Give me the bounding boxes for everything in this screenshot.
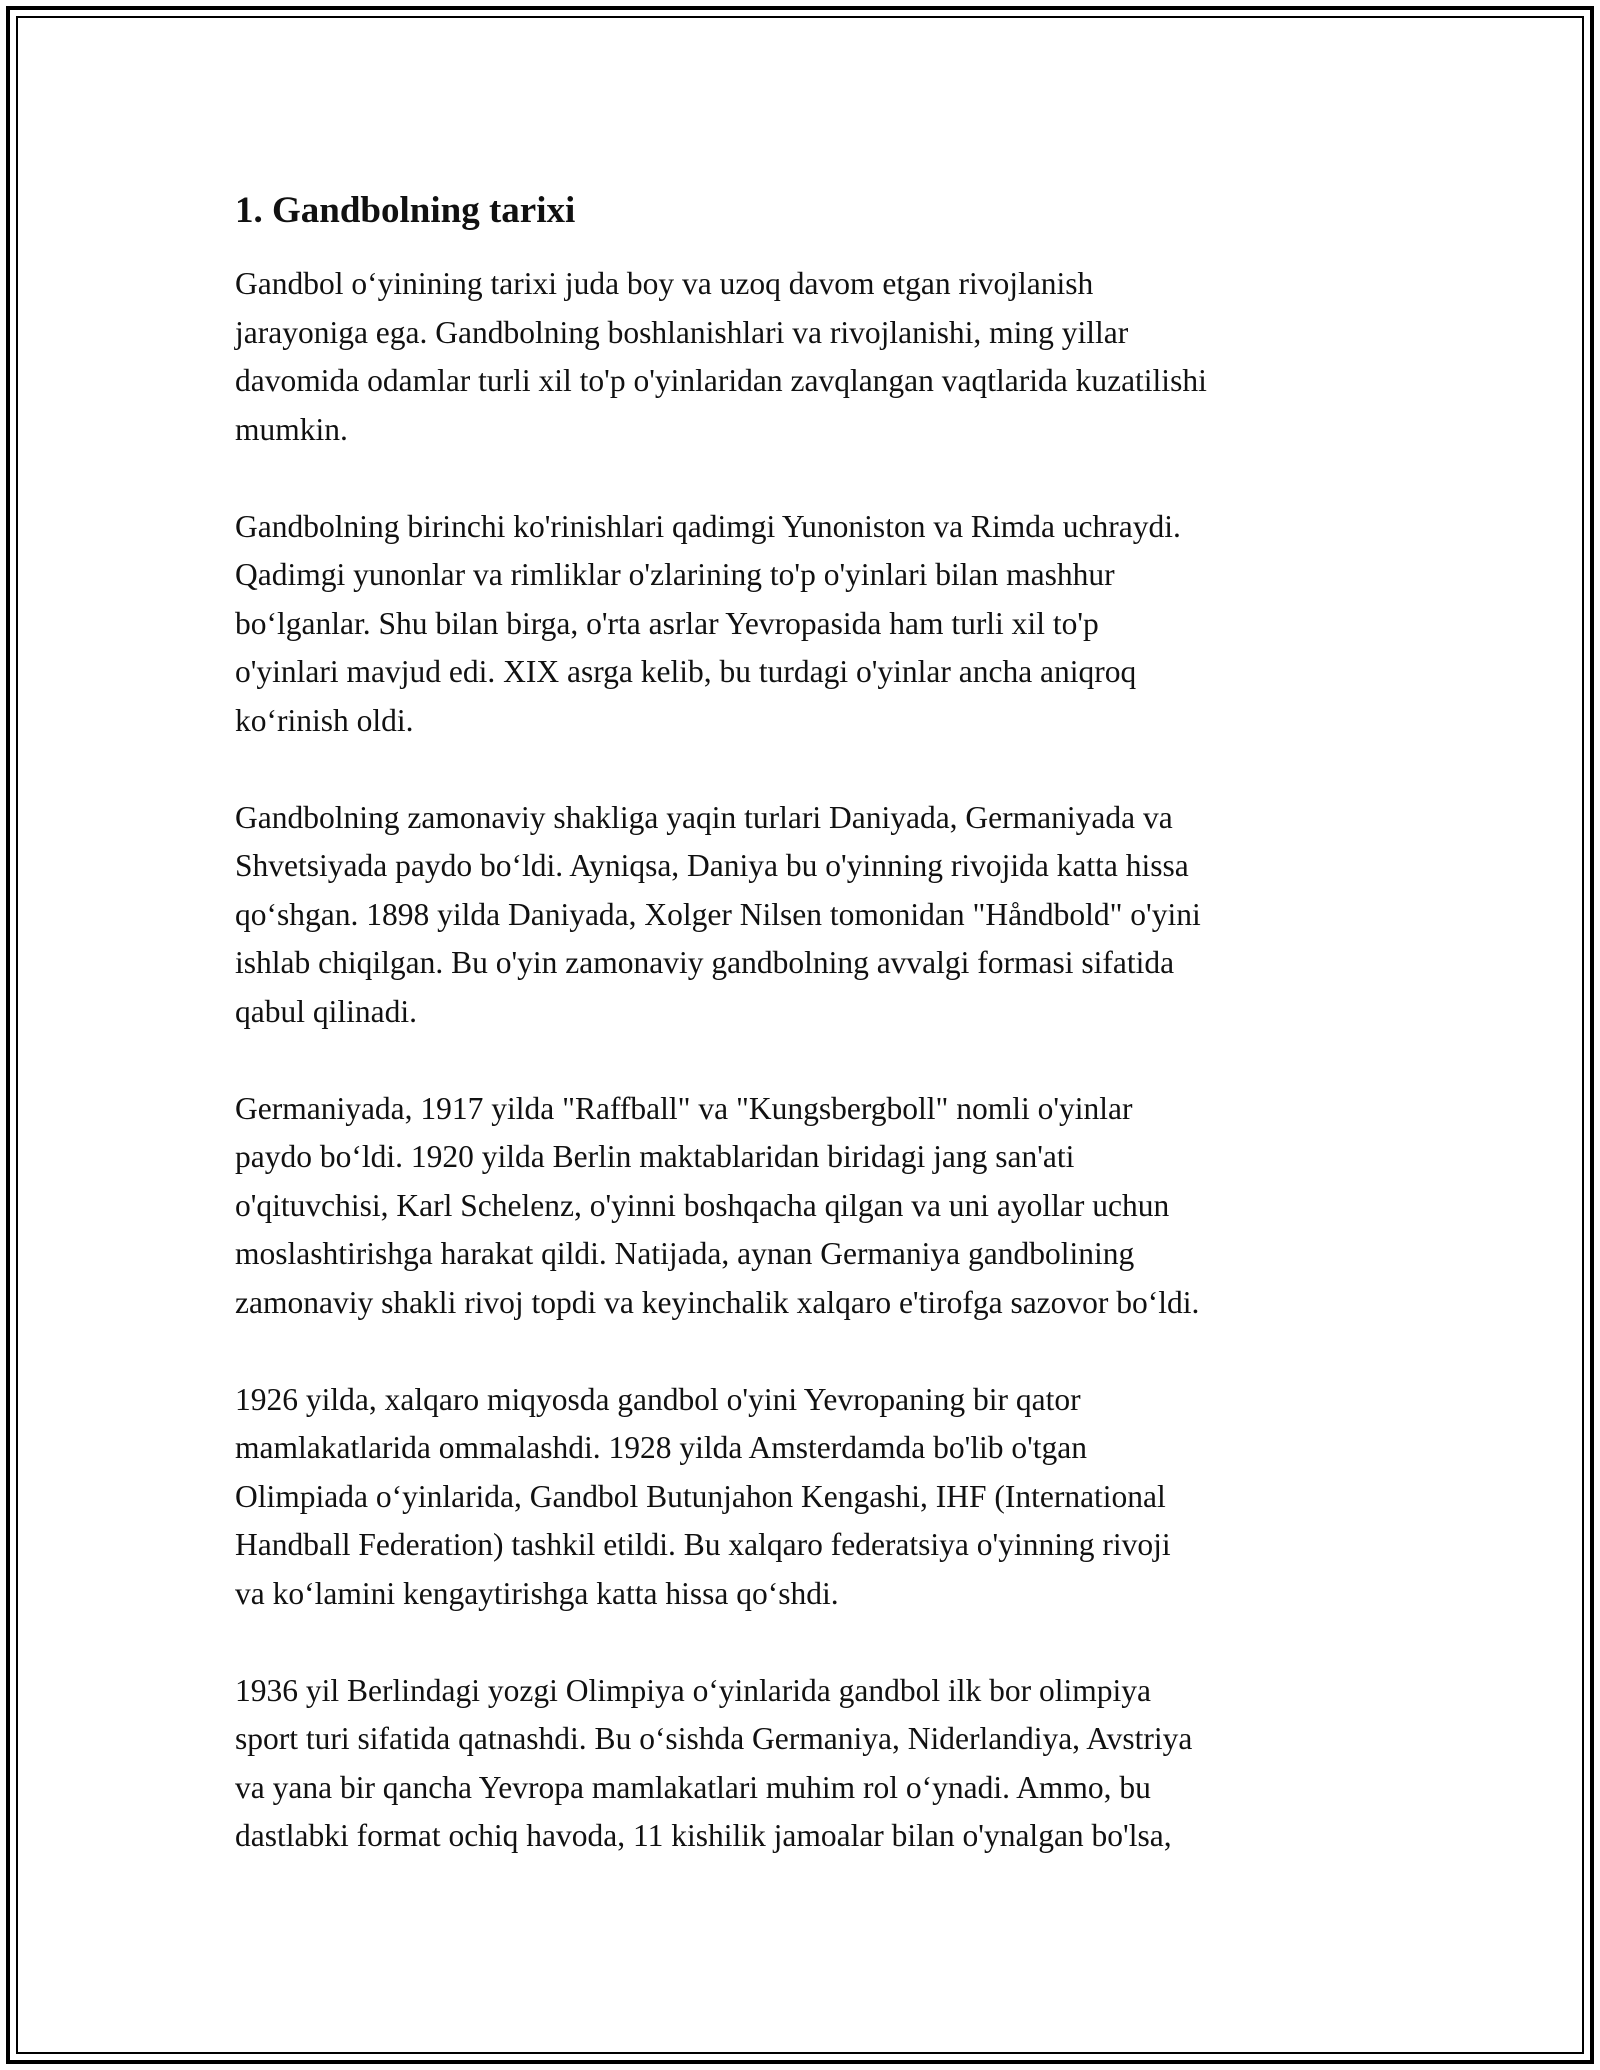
- paragraph-2: [235, 503, 1375, 746]
- paragraph-line: zamonaviy shakli rivoj topdi va keyinchalik xalqaro e'tirofga sazovor bo‘ldi.: [235, 1284, 1200, 1320]
- document-body: [235, 186, 1375, 1909]
- paragraph-line: sport turi sifatida qatnashdi. Bu o‘sishda Germaniya, Niderlandiya, Avstriya: [235, 1721, 1193, 1756]
- paragraph-line: Shvetsiyada paydo bo‘ldi. Ayniqsa, Daniya bu o'yinning rivojida katta hissa: [235, 848, 1189, 883]
- paragraph-line: va yana bir qancha Yevropa mamlakatlari muhim rol o‘ynadi. Ammo, bu: [235, 1769, 1151, 1805]
- paragraph-line: o'yinlari mavjud edi. XIX asrga kelib, bu turdagi o'yinlar ancha aniqroq: [235, 654, 1137, 689]
- paragraph-line: ko‘rinish oldi.: [235, 702, 414, 738]
- paragraph-line: Handball Federation) tashkil etildi. Bu xalqaro federatsiya o'yinning rivoji: [235, 1527, 1171, 1562]
- paragraph-5: [235, 1376, 1375, 1619]
- paragraph-4: [235, 1085, 1375, 1328]
- paragraph-line: qo‘shgan. 1898 yilda Daniyada, Xolger Nilsen tomonidan "Håndbold" o'yini: [235, 896, 1201, 932]
- paragraph-line: qabul qilinadi.: [235, 993, 417, 1029]
- paragraph-line: 1936 yil Berlindagi yozgi Olimpiya o‘yinlarida gandbol ilk bor olimpiya: [235, 1672, 1151, 1708]
- section-heading: 1. Gandbolning tarixi: [235, 190, 576, 231]
- paragraph-line: mumkin.: [235, 411, 348, 447]
- paragraph-line: Germaniyada, 1917 yilda "Raffball" va "Kungsbergboll" nomli o'yinlar: [235, 1090, 1133, 1126]
- paragraph-line: o'qituvchisi, Karl Schelenz, o'yinni boshqacha qilgan va uni ayollar uchun: [235, 1187, 1170, 1223]
- paragraph-6: [235, 1667, 1375, 1861]
- paragraph-line: Qadimgi yunonlar va rimliklar o'zlarining to'p o'yinlari bilan mashhur: [235, 557, 1115, 592]
- paragraph-line: Gandbolning birinchi ko'rinishlari qadimgi Yunoniston va Rimda uchraydi.: [235, 508, 1181, 544]
- paragraph-line: Gandbolning zamonaviy shakliga yaqin turlari Daniyada, Germaniyada va: [235, 799, 1173, 835]
- paragraph-line: moslashtirishga harakat qildi. Natijada, aynan Germaniya gandbolining: [235, 1236, 1135, 1271]
- paragraph-line: bo‘lganlar. Shu bilan birga, o'rta asrlar Yevropasida ham turli xil to'p: [235, 605, 1099, 641]
- paragraph-1: [235, 260, 1375, 454]
- paragraph-line: Gandbol o‘yinining tarixi juda boy va uzoq davom etgan rivojlanish: [235, 266, 1094, 301]
- paragraph-3: [235, 794, 1375, 1037]
- paragraph-line: paydo bo‘ldi. 1920 yilda Berlin maktablaridan biridagi jang san'ati: [235, 1139, 1075, 1174]
- paragraph-line: davomida odamlar turli xil to'p o'yinlaridan zavqlangan vaqtlarida kuzatilishi: [235, 363, 1207, 398]
- paragraph-line: va ko‘lamini kengaytirishga katta hissa qo‘shdi.: [235, 1575, 839, 1611]
- paragraph-line: jarayoniga ega. Gandbolning boshlanishlari va rivojlanishi, ming yillar: [235, 314, 1129, 350]
- paragraph-line: mamlakatlarida ommalashdi. 1928 yilda Amsterdamda bo'lib o'tgan: [235, 1430, 1088, 1465]
- paragraph-line: 1926 yilda, xalqaro miqyosda gandbol o'yini Yevropaning bir qator: [235, 1381, 1081, 1417]
- paragraph-line: Olimpiada o‘yinlarida, Gandbol Butunjahon Kengashi, IHF (International: [235, 1478, 1166, 1514]
- paragraph-line: ishlab chiqilgan. Bu o'yin zamonaviy gandbolning avvalgi formasi sifatida: [235, 945, 1175, 980]
- paragraph-line: dastlabki format ochiq havoda, 11 kishilik jamoalar bilan o'ynalgan bo'lsa,: [235, 1818, 1172, 1853]
